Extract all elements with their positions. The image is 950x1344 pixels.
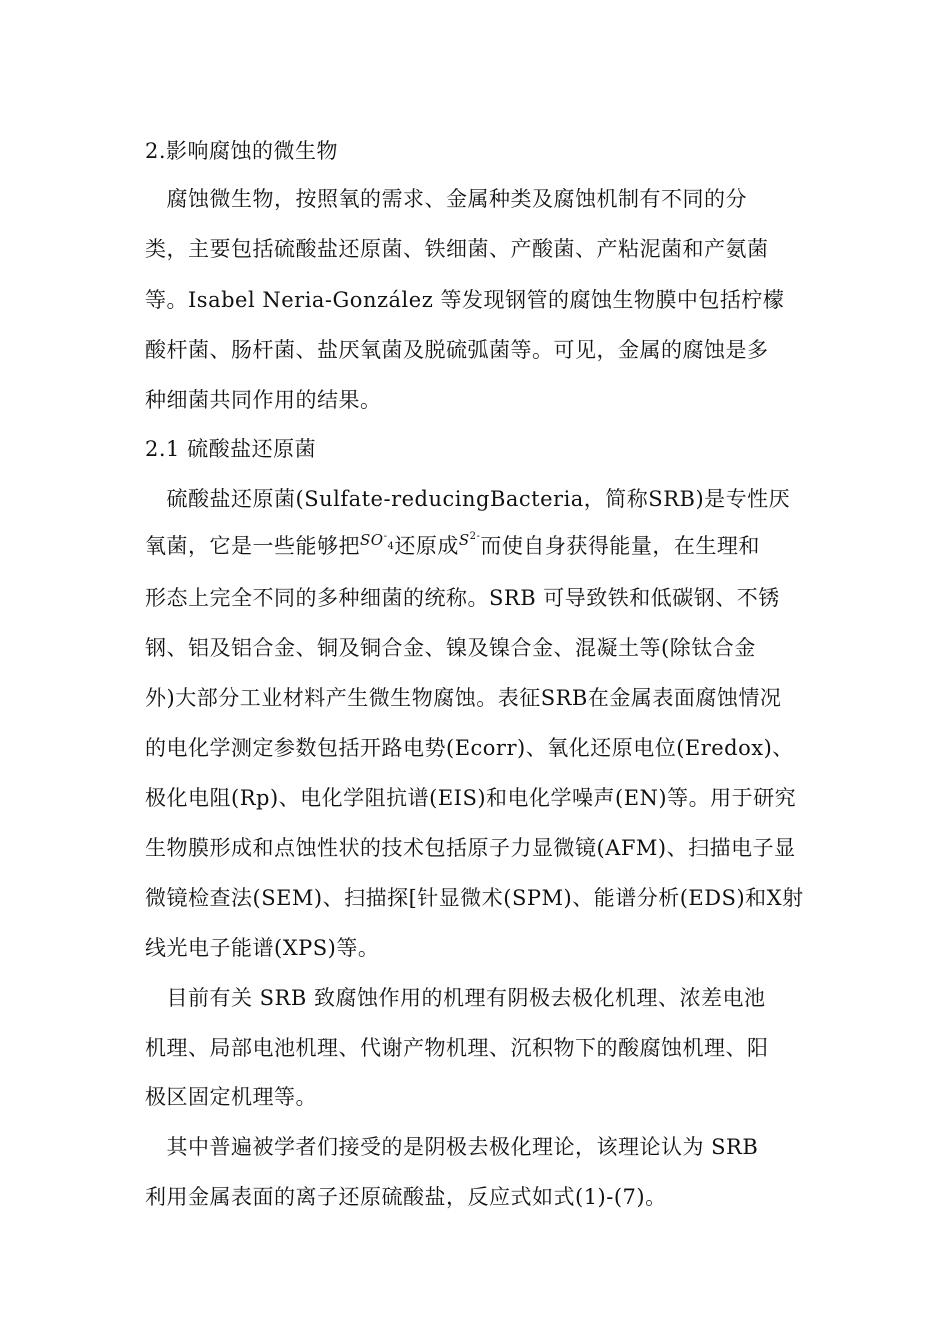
paragraph-line: 酸杆菌、肠杆菌、盐厌氧菌及脱硫弧菌等。可见，金属的腐蚀是多	[145, 338, 769, 362]
section-heading-2-1: 2.1 硫酸盐还原菌	[145, 437, 317, 461]
paragraph-line: 目前有关 SRB 致腐蚀作用的机理有阴极去极化机理、浓差电池	[145, 986, 766, 1010]
sulfate-formula	[360, 531, 395, 552]
text-fragment: 氧菌，它是一些能够把	[145, 534, 360, 558]
formula-base: SO	[360, 531, 384, 549]
formula-base: S	[458, 531, 470, 549]
formula-sub: 4	[387, 541, 395, 552]
paragraph-line: 的电化学测定参数包括开路电势(Ecorr)、氧化还原电位(Eredox)、	[145, 736, 794, 760]
paragraph-line: 极区固定机理等。	[145, 1085, 317, 1109]
paragraph-line: 线光电子能谱(XPS)等。	[145, 936, 380, 960]
paragraph-line: 机理、局部电池机理、代谢产物机理、沉积物下的酸腐蚀机理、阳	[145, 1036, 769, 1060]
paragraph-line: 硫酸盐还原菌(Sulfate-reducingBacteria，简称SRB)是专性厌	[145, 487, 791, 511]
paragraph-line: 极化电阻(Rp)、电化学阻抗谱(EIS)和电化学噪声(EN)等。用于研究	[145, 786, 797, 810]
text-fragment: 而使自身获得能量，在生理和	[480, 534, 760, 558]
formula-sup: 2-	[469, 531, 481, 542]
section-heading-2: 2.影响腐蚀的微生物	[145, 139, 339, 163]
paragraph-line: 微镜检查法(SEM)、扫描探[针显微术(SPM)、能谱分析(EDS)和X射	[145, 886, 804, 910]
paragraph-line: 形态上完全不同的多种细菌的统称。SRB 可导致铁和低碳钢、不锈	[145, 586, 780, 610]
sulfide-formula	[459, 531, 481, 549]
formula-sup: -	[383, 531, 388, 542]
paragraph-line: 类，主要包括硫酸盐还原菌、铁细菌、产酸菌、产粘泥菌和产氨菌	[145, 237, 769, 261]
paragraph-line: 等。Isabel Neria-González 等发现钢管的腐蚀生物膜中包括柠檬	[145, 288, 785, 312]
paragraph-line: 腐蚀微生物，按照氧的需求、金属种类及腐蚀机制有不同的分	[145, 187, 747, 211]
paragraph-line: 利用金属表面的离子还原硫酸盐，反应式如式(1)-(7)。	[145, 1185, 667, 1209]
paragraph-line-with-formula	[145, 530, 815, 570]
paragraph-line: 生物膜形成和点蚀性状的技术包括原子力显微镜(AFM)、扫描电子显	[145, 836, 796, 860]
paragraph-line: 其中普遍被学者们接受的是阴极去极化理论，该理论认为 SRB	[145, 1135, 759, 1159]
text-fragment: 还原成	[394, 534, 459, 558]
paragraph-line: 种细菌共同作用的结果。	[145, 388, 382, 412]
paragraph-line: 钢、铝及铝合金、铜及铜合金、镍及镍合金、混凝土等(除钛合金	[145, 636, 756, 660]
paragraph-line: 外)大部分工业材料产生微生物腐蚀。表征SRB在金属表面腐蚀情况	[145, 686, 782, 710]
